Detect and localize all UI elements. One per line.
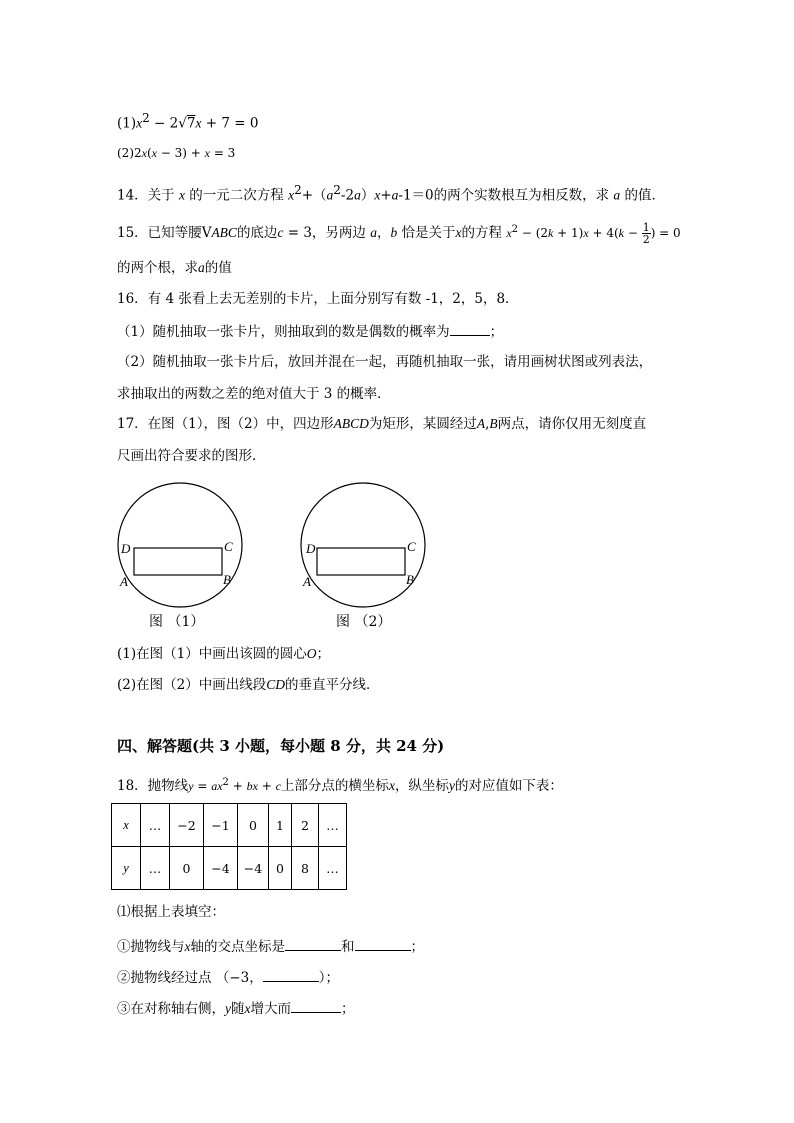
q16-text: ； bbox=[489, 324, 504, 340]
question-18-part1: ⑴根据上表填空： bbox=[117, 904, 225, 920]
question-16-part2b: 求抽取出的两数之差的绝对值大于 3 的概率． bbox=[117, 386, 391, 402]
eq2-var: x bbox=[151, 146, 157, 160]
q18-equation bbox=[188, 779, 281, 793]
label-D: D bbox=[121, 541, 131, 556]
eq2-part: 2 bbox=[134, 146, 142, 160]
q15-text: 15．已知等腰 bbox=[117, 225, 202, 241]
eq-part: − (2 bbox=[518, 226, 549, 240]
q15-var: ABC bbox=[211, 225, 237, 240]
q17-var: O bbox=[306, 646, 317, 661]
fraction-denominator: 2 bbox=[642, 233, 650, 246]
table-cell: … bbox=[319, 804, 347, 847]
q14-text: 的一元二次方程 bbox=[184, 187, 289, 204]
q17-text: (2)在图（2）中画出线段 bbox=[117, 677, 267, 693]
q14-text: 的值． bbox=[620, 187, 665, 204]
q17-text: 17．在图（1），图（2）中，四边形 bbox=[117, 416, 334, 432]
q18-var: y bbox=[448, 778, 455, 793]
q14-var: x bbox=[178, 187, 185, 203]
triangle-symbol: V bbox=[201, 225, 212, 241]
q18-text: 上部分点的横坐标 bbox=[280, 778, 389, 794]
question-17 bbox=[117, 414, 646, 434]
q14-var: x bbox=[288, 187, 295, 203]
q14-text: + bbox=[380, 187, 392, 204]
question-18-item3 bbox=[117, 998, 355, 1019]
table-cell: 0 bbox=[269, 847, 292, 890]
eq-part: = bbox=[193, 779, 212, 793]
answer-blank[interactable] bbox=[291, 998, 341, 1013]
table-row-y bbox=[112, 847, 347, 890]
question-17-line2: 尺画出符合要求的图形． bbox=[117, 448, 266, 464]
q15-text: 的值 bbox=[204, 260, 232, 276]
question-16-part2: （2）随机抽取一张卡片后，放回并混在一起，再随机抽取一张，请用画树状图或列表法， bbox=[117, 354, 653, 370]
question-18-item2 bbox=[117, 967, 339, 988]
figure-2 bbox=[301, 483, 425, 607]
question-15-line2 bbox=[117, 258, 232, 278]
q18-text: ，纵坐标 bbox=[394, 778, 449, 794]
eq-var: a bbox=[211, 779, 218, 793]
eq-var: x bbox=[217, 779, 223, 793]
q17-var: ABCD bbox=[333, 416, 369, 431]
eq1-number: (1) bbox=[117, 115, 137, 132]
q18-var: x bbox=[184, 939, 191, 954]
label-A: A bbox=[120, 574, 128, 589]
q14-text: 14．关于 bbox=[117, 187, 179, 204]
eq-var: b bbox=[246, 779, 253, 793]
equation-2 bbox=[117, 143, 235, 163]
eq-var: x bbox=[583, 226, 589, 240]
label-B: B bbox=[406, 572, 414, 587]
q18-text: ）； bbox=[318, 970, 339, 986]
eq-var: k bbox=[548, 226, 554, 240]
table-cell: 1 bbox=[269, 804, 292, 847]
table-cell: −1 bbox=[204, 804, 238, 847]
q14-var: a bbox=[326, 187, 334, 203]
eq1-radicand: 7 bbox=[186, 115, 196, 132]
answer-blank[interactable] bbox=[263, 967, 319, 982]
q15-text: 的两个根，求 bbox=[117, 260, 198, 276]
q14-exp: 2 bbox=[333, 183, 341, 197]
sqrt-sign: √ bbox=[178, 115, 187, 132]
q15-text: 的方程 bbox=[461, 225, 507, 241]
q18-text: ； bbox=[341, 1001, 355, 1017]
q14-var: x bbox=[374, 187, 381, 203]
table-cell: −4 bbox=[204, 847, 238, 890]
q18-text: 的对应值如下表： bbox=[454, 778, 563, 794]
rectangle-2 bbox=[317, 548, 405, 575]
eq-part: + 1) bbox=[553, 226, 584, 240]
label-B: B bbox=[223, 572, 231, 587]
figures bbox=[110, 478, 430, 610]
figure-2-caption: 图 （2） bbox=[336, 614, 392, 630]
eq-part: ) = 0 bbox=[650, 226, 681, 240]
q18-text: 随 bbox=[231, 1001, 245, 1017]
q17-text: , bbox=[485, 416, 490, 432]
equation-1 bbox=[117, 108, 258, 134]
answer-blank[interactable] bbox=[355, 936, 411, 951]
q15-var: a bbox=[198, 260, 205, 275]
q17-var: B bbox=[489, 416, 498, 431]
q15-text: 的底边 bbox=[236, 225, 278, 241]
q16-text: （1）随机抽取一张卡片，则抽取到的数是偶数的概率为 bbox=[117, 324, 450, 340]
eq-exp: 2 bbox=[511, 224, 519, 235]
q14-text: -1＝0的两个实数根互为相反数，求 bbox=[398, 187, 614, 204]
q18-text: ②抛物线经过点 （−3， bbox=[117, 970, 263, 986]
q17-text: 两点，请你仅用无刻度直 bbox=[497, 416, 647, 432]
table-cell: … bbox=[141, 804, 170, 847]
q14-var: a bbox=[354, 187, 361, 203]
eq1-exponent: 2 bbox=[142, 111, 150, 125]
label-C: C bbox=[224, 539, 233, 554]
eq-part: − bbox=[624, 226, 642, 240]
eq-part: + bbox=[228, 779, 247, 793]
eq-var: x bbox=[252, 779, 258, 793]
q18-var: x bbox=[244, 1001, 251, 1016]
q18-text: 增大而 bbox=[250, 1001, 291, 1017]
q15-text: ，另两边 bbox=[311, 225, 371, 241]
question-18 bbox=[117, 773, 563, 796]
question-17-part1 bbox=[117, 644, 330, 664]
eq-part: + bbox=[257, 779, 276, 793]
table-cell: … bbox=[141, 847, 170, 890]
q14-var: a bbox=[613, 187, 621, 203]
answer-blank[interactable] bbox=[285, 936, 341, 951]
table-cell: 0 bbox=[170, 847, 204, 890]
figure-1-caption: 图 （1） bbox=[149, 614, 205, 630]
eq2-var: x bbox=[204, 146, 210, 160]
q17-text: 为矩形，某圆经过 bbox=[368, 416, 477, 432]
question-16-part1 bbox=[117, 321, 503, 342]
question-17-part2 bbox=[117, 675, 379, 695]
answer-blank[interactable] bbox=[450, 321, 490, 336]
table-cell: −2 bbox=[170, 804, 204, 847]
q18-text: 18．抛物线 bbox=[117, 778, 189, 794]
eq-var: x bbox=[506, 226, 512, 240]
figure-1 bbox=[118, 483, 242, 607]
q18-var: x bbox=[388, 778, 395, 793]
q17-text: 的垂直平分线． bbox=[284, 677, 380, 693]
fraction-numerator: 1 bbox=[642, 221, 650, 234]
question-18-item1 bbox=[117, 936, 424, 957]
table-header-cell: y bbox=[112, 847, 141, 890]
q18-text: 和 bbox=[341, 939, 355, 955]
q15-text: = 3 bbox=[283, 225, 312, 241]
q17-var: CD bbox=[266, 677, 285, 692]
q14-text: ） bbox=[360, 187, 375, 204]
table-row-x bbox=[112, 804, 347, 847]
eq-exp: 2 bbox=[222, 777, 229, 788]
q15-var: x bbox=[455, 225, 462, 240]
q18-text: ； bbox=[410, 939, 424, 955]
table-header-cell: x bbox=[112, 804, 141, 847]
q17-text: ； bbox=[316, 646, 330, 662]
eq-part: + 4( bbox=[588, 226, 619, 240]
question-16: 16．有 4 张看上去无差别的卡片，上面分别写有数 -1，2，5，8． bbox=[117, 291, 519, 307]
label-C: C bbox=[407, 539, 416, 554]
table-cell: 8 bbox=[292, 847, 319, 890]
question-15 bbox=[117, 220, 681, 245]
q18-text: 轴的交点坐标是 bbox=[190, 939, 285, 955]
q14-text: +（ bbox=[301, 187, 327, 204]
eq2-part: = 3 bbox=[210, 146, 236, 160]
q18-var: y bbox=[225, 1001, 231, 1016]
q15-text: 恰是关于 bbox=[397, 225, 456, 241]
values-table bbox=[111, 803, 347, 890]
eq1-tail: + 7 = 0 bbox=[201, 115, 259, 132]
eq1-var2: x bbox=[195, 115, 202, 131]
question-14 bbox=[117, 180, 665, 206]
q15-equation bbox=[506, 221, 681, 246]
q14-text: -2 bbox=[340, 187, 355, 204]
label-D: D bbox=[306, 541, 316, 556]
eq2-var: x bbox=[141, 146, 147, 160]
q15-var: b bbox=[390, 225, 398, 240]
eq1-term: − 2 bbox=[149, 115, 179, 132]
label-A: A bbox=[303, 574, 311, 589]
q17-text: (1)在图（1）中画出该圆的圆心 bbox=[117, 646, 307, 662]
q18-text: ③在对称轴右侧， bbox=[117, 1001, 225, 1017]
eq-var: y bbox=[188, 779, 194, 793]
q15-text: ， bbox=[376, 225, 391, 241]
rectangle-1 bbox=[134, 548, 222, 575]
table-cell: −4 bbox=[238, 847, 269, 890]
eq2-part: ( bbox=[146, 146, 152, 160]
section-heading: 四、解答题(共 3 小题，每小题 8 分，共 24 分) bbox=[117, 737, 445, 755]
q17-var: A bbox=[476, 416, 486, 431]
table-cell: … bbox=[319, 847, 347, 890]
table-cell: 2 bbox=[292, 804, 319, 847]
eq-var: c bbox=[275, 779, 281, 793]
q15-var: c bbox=[277, 225, 284, 240]
eq2-number: (2) bbox=[117, 146, 134, 160]
table-cell: 0 bbox=[238, 804, 269, 847]
q15-var: a bbox=[370, 225, 377, 240]
q18-text: ①抛物线与 bbox=[117, 939, 185, 955]
eq2-part: − 3) + bbox=[156, 146, 205, 160]
eq1-var: x bbox=[136, 115, 143, 131]
q14-exp: 2 bbox=[294, 183, 302, 197]
eq-var: k bbox=[618, 226, 624, 240]
fraction bbox=[642, 222, 651, 245]
q14-var: a bbox=[391, 187, 399, 203]
